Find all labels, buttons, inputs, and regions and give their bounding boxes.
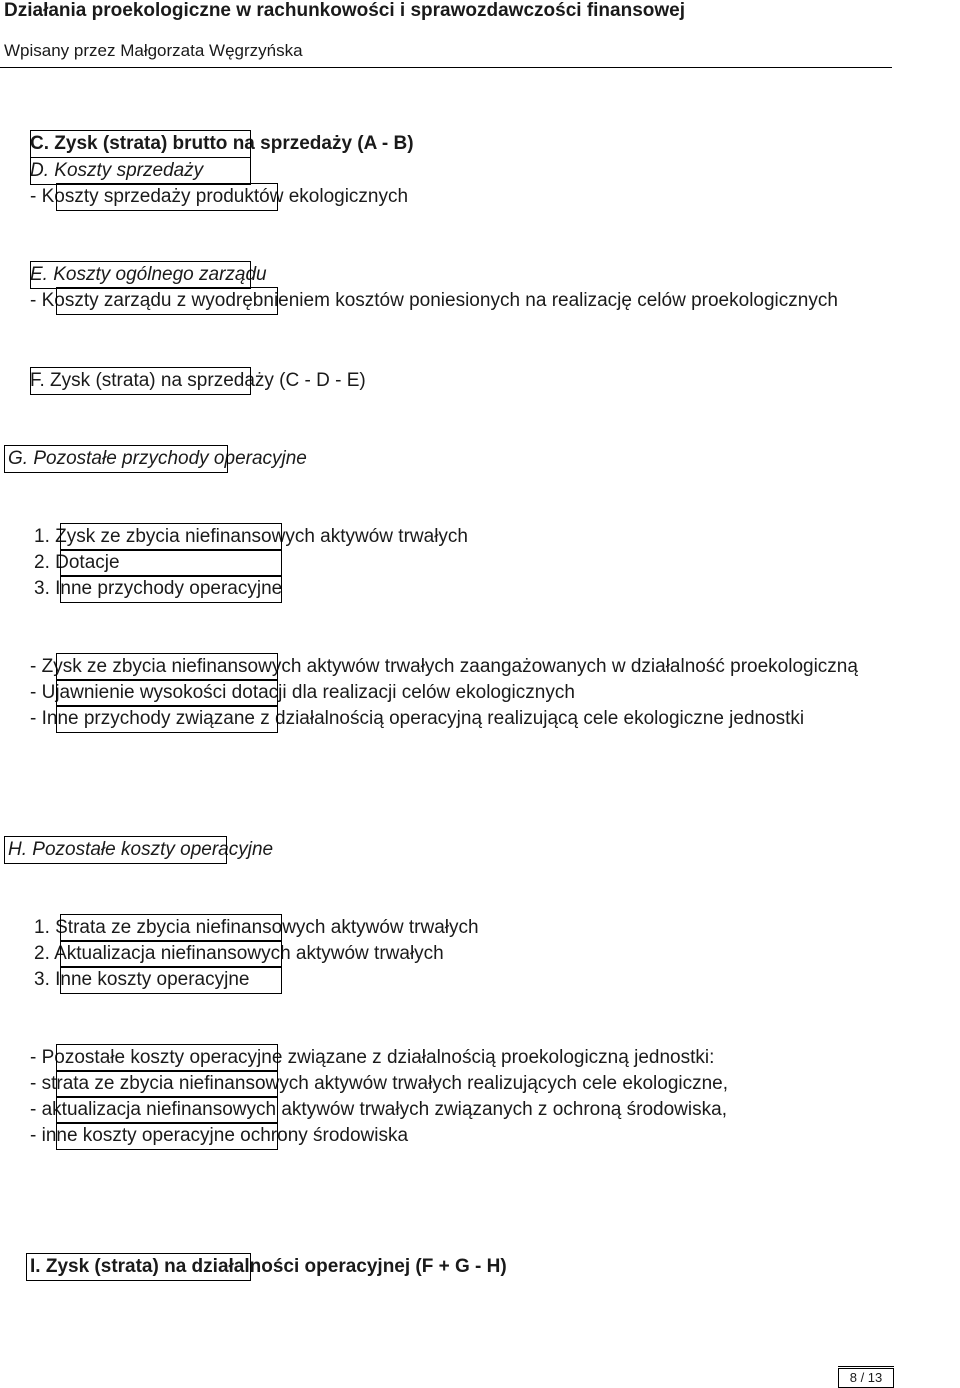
cell-border [56,1096,278,1124]
cell-border [56,679,278,707]
section-d: D. Koszty sprzedaży [30,160,204,181]
cell-border [56,1044,278,1072]
cell-border [56,183,278,211]
section-c: C. Zysk (strata) brutto na sprzedaży (A - B) [30,133,414,154]
section-h-detail-2: - strata ze zbycia niefinansowych aktywów trwałych realizujących cele ekologiczne, [30,1073,729,1094]
cell-border [60,575,282,603]
section-h-item-2: 2. Aktualizacja niefinansowych aktywów trwałych [34,943,444,964]
page-number: 8 / 13 [849,1370,883,1385]
cell-border [60,523,282,551]
cell-border [4,445,228,473]
cell-border [60,966,282,994]
cell-border [60,940,282,968]
section-e: E. Koszty ogólnego zarządu [30,264,267,285]
cell-border [56,287,278,315]
header-divider [0,67,892,68]
cell-border [60,549,282,577]
cell-border [30,261,251,289]
cell-border [26,1253,251,1281]
section-h-detail-3: - aktualizacja niefinansowych aktywów trwałych związanych z ochroną środowiska, [30,1099,727,1120]
section-d-item-1: - Koszty sprzedaży produktów ekologicznych [30,186,409,207]
section-g: G. Pozostałe przychody operacyjne [8,448,307,469]
section-g-item-2: 2. Dotacje [34,552,120,573]
section-g-detail-1: - Zysk ze zbycia niefinansowych aktywów trwałych zaangażowanych w działalność proekologiczną [30,656,858,677]
section-h: H. Pozostałe koszty operacyjne [8,839,274,860]
section-h-detail-4: - inne koszty operacyjne ochrony środowiska [30,1125,409,1146]
footer-divider [838,1366,894,1367]
section-g-item-1: 1. Zysk ze zbycia niefinansowych aktywów trwałych [34,526,468,547]
cell-border [56,1070,278,1098]
cell-border [30,367,251,395]
section-g-item-3: 3. Inne przychody operacyjne [34,578,283,599]
section-g-detail-2: - Ujawnienie wysokości dotacji dla realizacji celów ekologicznych [30,682,575,703]
section-e-item-1: - Koszty zarządu z wyodrębnieniem kosztów poniesionych na realizację celów proekologicznych [30,290,838,311]
document-title: Działania proekologiczne w rachunkowości i sprawozdawczości finansowej [4,0,686,21]
cell-border [56,705,278,733]
cell-border [56,653,278,681]
cell-border [30,130,251,158]
section-h-item-3: 3. Inne koszty operacyjne [34,969,250,990]
cell-border [30,157,251,185]
cell-border [56,1122,278,1150]
section-g-detail-3: - Inne przychody związane z działalnością operacyjną realizującą cele ekologiczne jednostki [30,708,805,729]
section-f: F. Zysk (strata) na sprzedaży (C - D - E) [30,370,366,391]
section-i: I. Zysk (strata) na działalności operacyjnej (F + G - H) [30,1256,507,1277]
section-h-detail-1: - Pozostałe koszty operacyjne związane z działalnością proekologiczną jednostki: [30,1047,715,1068]
cell-border [4,836,227,864]
cell-border [60,914,282,942]
section-h-item-1: 1. Strata ze zbycia niefinansowych aktywów trwałych [34,917,479,938]
author-line: Wpisany przez Małgorzata Węgrzyńska [4,41,303,60]
